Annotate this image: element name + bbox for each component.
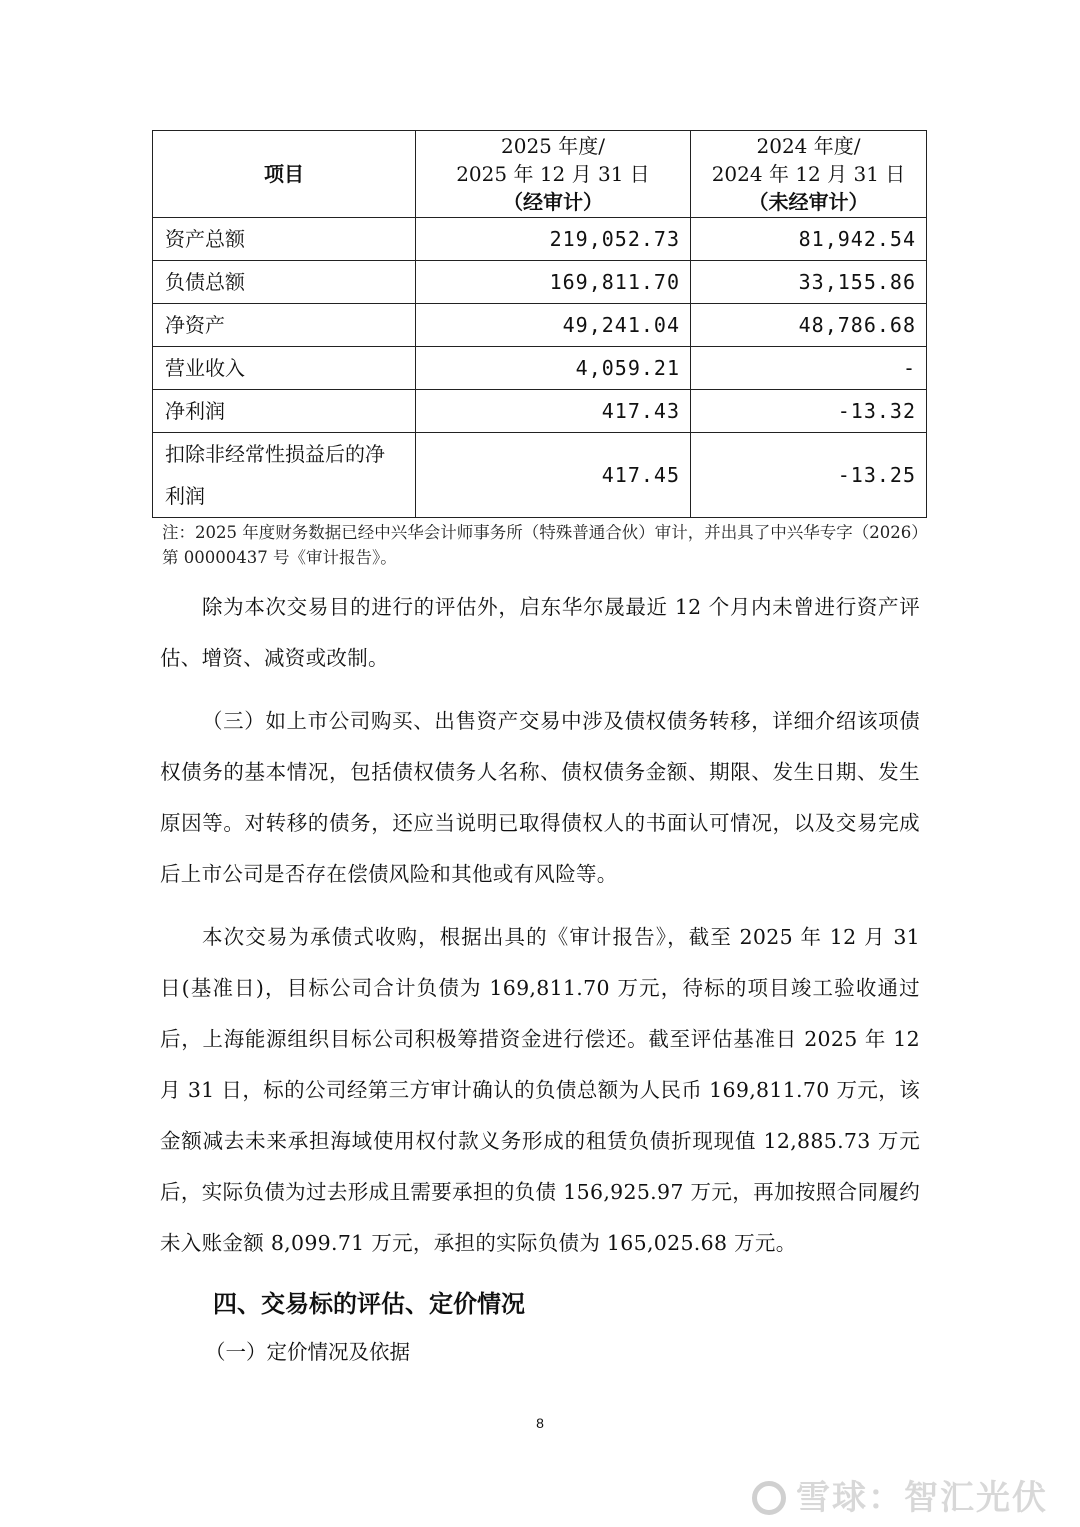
row-label-line1: 扣除非经常性损益后的净 xyxy=(165,442,385,466)
row-label: 净利润 xyxy=(153,390,416,433)
value-2024: 33,155.86 xyxy=(691,261,927,304)
value-2024: 81,942.54 xyxy=(691,218,927,261)
value-2024: 48,786.68 xyxy=(691,304,927,347)
header-2024-line1: 2024 年度/ xyxy=(756,134,861,158)
header-item: 项目 xyxy=(153,131,416,218)
paragraph-3: 本次交易为承债式收购，根据出具的《审计报告》，截至 2025 年 12 月 31 日(基准日)，目标公司合计负债为 169,811.70 万元，待标的项目竣工验收通过后，上海能源组织目标公司积极筹措资金进行偿还。截至评估基准日 2025 年 12 月 31 日，标的公司经第三方审计确认的负债总额为人民币 169,811.70 万元，该金额减去未来承担海域使用权付款义务形成的租赁负债折现现值 12,885.73 万元后，实际负债为过去形成且需要承担的负债 156,925.97 万元，再加按照合同履约未入账金额 8,099.71 万元，承担的实际负债为 165,025.68 万元。 xyxy=(160,925,920,1255)
financial-table xyxy=(152,130,927,518)
value-2025: 219,052.73 xyxy=(416,218,691,261)
value-2024: -13.25 xyxy=(691,433,927,518)
table-header-row xyxy=(153,131,927,218)
row-label xyxy=(153,433,416,518)
table-row xyxy=(153,261,927,304)
page-number: 8 xyxy=(536,1415,544,1431)
value-2025: 169,811.70 xyxy=(416,261,691,304)
watermark-text: 雪球：智汇光伏 xyxy=(796,1478,1048,1518)
snowball-logo-icon xyxy=(752,1481,786,1515)
header-2024-line2: 2024 年 12 月 31 日 xyxy=(711,162,906,186)
table-row xyxy=(153,390,927,433)
header-2025-line3: （经审计） xyxy=(503,190,603,214)
header-2025-line1: 2025 年度/ xyxy=(501,134,605,158)
value-2025: 49,241.04 xyxy=(416,304,691,347)
table-row xyxy=(153,433,927,518)
value-2024: -13.32 xyxy=(691,390,927,433)
watermark xyxy=(752,1470,1048,1519)
row-label: 资产总额 xyxy=(153,218,416,261)
table-row xyxy=(153,304,927,347)
header-2024 xyxy=(691,131,927,218)
header-2024-line3: （未经审计） xyxy=(748,190,869,214)
row-label: 净资产 xyxy=(153,304,416,347)
section-heading: 四、交易标的评估、定价情况 xyxy=(213,1290,525,1318)
table-note: 注：2025 年度财务数据已经中兴华会计师事务所（特殊普通合伙）审计，并出具了中兴华专字（2026）第 00000437 号《审计报告》。 xyxy=(162,523,920,567)
table-row xyxy=(153,218,927,261)
row-label: 负债总额 xyxy=(153,261,416,304)
header-2025 xyxy=(416,131,691,218)
row-label: 营业收入 xyxy=(153,347,416,390)
table-row xyxy=(153,347,927,390)
paragraph-2: （三）如上市公司购买、出售资产交易中涉及债权债务转移，详细介绍该项债权债务的基本情况，包括债权债务人名称、债权债务金额、期限、发生日期、发生原因等。对转移的债务，还应当说明已取得债权人的书面认可情况，以及交易完成后上市公司是否存在偿债风险和其他或有风险等。 xyxy=(160,709,920,886)
subsection-heading: （一）定价情况及依据 xyxy=(205,1340,410,1364)
value-2025: 417.45 xyxy=(416,433,691,518)
value-2025: 4,059.21 xyxy=(416,347,691,390)
paragraph-1: 除为本次交易目的进行的评估外，启东华尔晟最近 12 个月内未曾进行资产评估、增资、减资或改制。 xyxy=(160,595,920,670)
header-2025-line2: 2025 年 12 月 31 日 xyxy=(456,162,650,186)
value-2024: - xyxy=(691,347,927,390)
value-2025: 417.43 xyxy=(416,390,691,433)
row-label-line2: 利润 xyxy=(165,484,205,508)
